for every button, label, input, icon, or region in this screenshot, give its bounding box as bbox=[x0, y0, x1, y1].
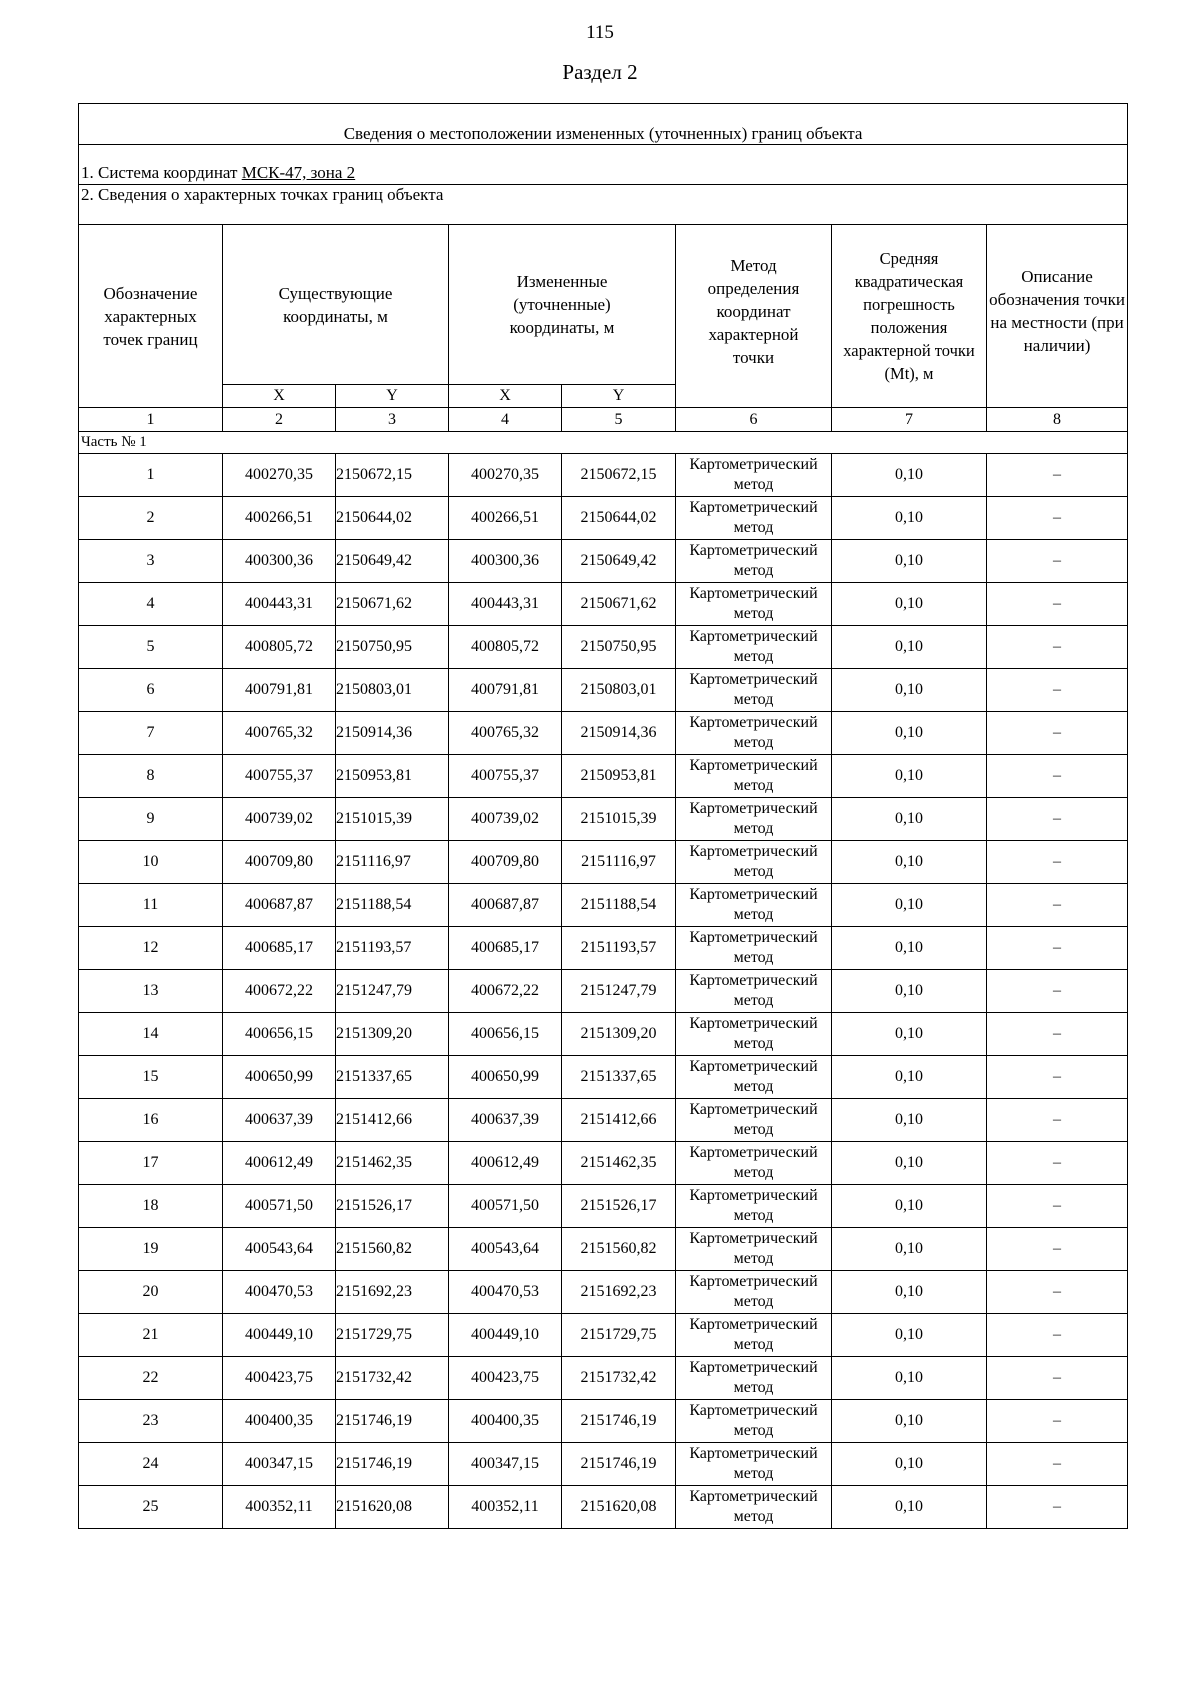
cell-changed-x: 400300,36 bbox=[449, 540, 562, 583]
cell-rms-error: 0,10 bbox=[832, 970, 987, 1013]
cell-existing-x: 400739,02 bbox=[223, 798, 336, 841]
cell-changed-x: 400571,50 bbox=[449, 1185, 562, 1228]
cell-changed-x: 400543,64 bbox=[449, 1228, 562, 1271]
cell-description: – bbox=[987, 1185, 1128, 1228]
cell-point-number: 9 bbox=[79, 798, 223, 841]
cell-existing-y: 2150803,01 bbox=[336, 669, 449, 712]
cell-changed-y: 2150649,42 bbox=[562, 540, 676, 583]
column-number: 8 bbox=[987, 408, 1128, 432]
cell-point-number: 3 bbox=[79, 540, 223, 583]
cell-existing-y: 2151247,79 bbox=[336, 970, 449, 1013]
cell-method: Картометрический метод bbox=[676, 927, 832, 970]
cell-existing-x: 400443,31 bbox=[223, 583, 336, 626]
cell-changed-x: 400805,72 bbox=[449, 626, 562, 669]
table-row bbox=[79, 755, 1128, 798]
column-number: 1 bbox=[79, 408, 223, 432]
cell-changed-x: 400347,15 bbox=[449, 1443, 562, 1486]
cell-changed-x: 400470,53 bbox=[449, 1271, 562, 1314]
cell-rms-error: 0,10 bbox=[832, 454, 987, 497]
cell-changed-x: 400685,17 bbox=[449, 927, 562, 970]
cell-changed-y: 2150750,95 bbox=[562, 626, 676, 669]
cell-rms-error: 0,10 bbox=[832, 755, 987, 798]
cell-rms-error: 0,10 bbox=[832, 1486, 987, 1529]
cell-description: – bbox=[987, 970, 1128, 1013]
column-number: 5 bbox=[562, 408, 676, 432]
cell-point-number: 14 bbox=[79, 1013, 223, 1056]
cell-existing-y: 2151746,19 bbox=[336, 1400, 449, 1443]
cell-description: – bbox=[987, 841, 1128, 884]
column-number: 6 bbox=[676, 408, 832, 432]
cell-existing-y: 2150671,62 bbox=[336, 583, 449, 626]
cell-rms-error: 0,10 bbox=[832, 1314, 987, 1357]
cell-method: Картометрический метод bbox=[676, 583, 832, 626]
cell-method: Картометрический метод bbox=[676, 626, 832, 669]
cell-point-number: 6 bbox=[79, 669, 223, 712]
cell-changed-y: 2150803,01 bbox=[562, 669, 676, 712]
cell-changed-y: 2151247,79 bbox=[562, 970, 676, 1013]
cell-method: Картометрический метод bbox=[676, 1486, 832, 1529]
cell-changed-x: 400739,02 bbox=[449, 798, 562, 841]
table-row bbox=[79, 1013, 1128, 1056]
cell-changed-y: 2150953,81 bbox=[562, 755, 676, 798]
header-point-designation: Обозначение характерных точек границ bbox=[79, 225, 223, 408]
cell-method: Картометрический метод bbox=[676, 1228, 832, 1271]
cell-changed-y: 2151462,35 bbox=[562, 1142, 676, 1185]
cell-changed-y: 2151729,75 bbox=[562, 1314, 676, 1357]
header-description: Описание обозначения точки на местности (при наличии) bbox=[987, 225, 1128, 408]
header-changed-x: X bbox=[449, 385, 562, 408]
cell-existing-x: 400400,35 bbox=[223, 1400, 336, 1443]
cell-rms-error: 0,10 bbox=[832, 1185, 987, 1228]
column-number: 4 bbox=[449, 408, 562, 432]
cell-method: Картометрический метод bbox=[676, 884, 832, 927]
cell-method: Картометрический метод bbox=[676, 1013, 832, 1056]
cell-method: Картометрический метод bbox=[676, 1271, 832, 1314]
cell-description: – bbox=[987, 497, 1128, 540]
cell-changed-x: 400270,35 bbox=[449, 454, 562, 497]
cell-existing-x: 400612,49 bbox=[223, 1142, 336, 1185]
table-row bbox=[79, 1443, 1128, 1486]
cell-method: Картометрический метод bbox=[676, 669, 832, 712]
cell-changed-x: 400687,87 bbox=[449, 884, 562, 927]
cell-description: – bbox=[987, 755, 1128, 798]
cell-method: Картометрический метод bbox=[676, 1099, 832, 1142]
section-title: Раздел 2 bbox=[562, 60, 638, 84]
cell-point-number: 19 bbox=[79, 1228, 223, 1271]
cell-existing-x: 400709,80 bbox=[223, 841, 336, 884]
cell-existing-x: 400791,81 bbox=[223, 669, 336, 712]
cell-existing-x: 400449,10 bbox=[223, 1314, 336, 1357]
cell-method: Картометрический метод bbox=[676, 841, 832, 884]
table-row bbox=[79, 1357, 1128, 1400]
cell-existing-y: 2151116,97 bbox=[336, 841, 449, 884]
cell-existing-x: 400266,51 bbox=[223, 497, 336, 540]
cell-changed-x: 400443,31 bbox=[449, 583, 562, 626]
cell-existing-y: 2150644,02 bbox=[336, 497, 449, 540]
coordinate-system-value: МСК-47, зона 2 bbox=[241, 163, 356, 182]
cell-changed-y: 2151412,66 bbox=[562, 1099, 676, 1142]
cell-existing-y: 2151193,57 bbox=[336, 927, 449, 970]
cell-changed-x: 400400,35 bbox=[449, 1400, 562, 1443]
cell-point-number: 17 bbox=[79, 1142, 223, 1185]
cell-existing-y: 2151337,65 bbox=[336, 1056, 449, 1099]
header-existing-x: X bbox=[223, 385, 336, 408]
cell-existing-y: 2150914,36 bbox=[336, 712, 449, 755]
cell-changed-x: 400755,37 bbox=[449, 755, 562, 798]
cell-point-number: 20 bbox=[79, 1271, 223, 1314]
cell-description: – bbox=[987, 1013, 1128, 1056]
cell-existing-x: 400755,37 bbox=[223, 755, 336, 798]
cell-rms-error: 0,10 bbox=[832, 884, 987, 927]
column-number: 7 bbox=[832, 408, 987, 432]
cell-existing-y: 2150672,15 bbox=[336, 454, 449, 497]
cell-point-number: 24 bbox=[79, 1443, 223, 1486]
cell-description: – bbox=[987, 1099, 1128, 1142]
cell-existing-y: 2150953,81 bbox=[336, 755, 449, 798]
table-row bbox=[79, 884, 1128, 927]
cell-changed-y: 2151692,23 bbox=[562, 1271, 676, 1314]
cell-changed-x: 400791,81 bbox=[449, 669, 562, 712]
table-row bbox=[79, 841, 1128, 884]
cell-rms-error: 0,10 bbox=[832, 1228, 987, 1271]
cell-changed-y: 2150644,02 bbox=[562, 497, 676, 540]
cell-existing-y: 2151526,17 bbox=[336, 1185, 449, 1228]
cell-rms-error: 0,10 bbox=[832, 497, 987, 540]
cell-rms-error: 0,10 bbox=[832, 626, 987, 669]
cell-existing-x: 400470,53 bbox=[223, 1271, 336, 1314]
cell-rms-error: 0,10 bbox=[832, 1056, 987, 1099]
cell-existing-x: 400685,17 bbox=[223, 927, 336, 970]
cell-existing-x: 400352,11 bbox=[223, 1486, 336, 1529]
cell-description: – bbox=[987, 583, 1128, 626]
cell-existing-x: 400650,99 bbox=[223, 1056, 336, 1099]
table-row bbox=[79, 583, 1128, 626]
cell-existing-y: 2151729,75 bbox=[336, 1314, 449, 1357]
cell-description: – bbox=[987, 1271, 1128, 1314]
cell-changed-x: 400352,11 bbox=[449, 1486, 562, 1529]
coordinate-system-label: 1. Система координат bbox=[81, 163, 242, 182]
cell-rms-error: 0,10 bbox=[832, 1443, 987, 1486]
cell-description: – bbox=[987, 1443, 1128, 1486]
cell-changed-y: 2151746,19 bbox=[562, 1400, 676, 1443]
cell-description: – bbox=[987, 1400, 1128, 1443]
cell-point-number: 16 bbox=[79, 1099, 223, 1142]
cell-description: – bbox=[987, 626, 1128, 669]
cell-existing-y: 2151412,66 bbox=[336, 1099, 449, 1142]
cell-rms-error: 0,10 bbox=[832, 712, 987, 755]
header-existing-y: Y bbox=[336, 385, 449, 408]
table-row bbox=[79, 1400, 1128, 1443]
cell-existing-y: 2151015,39 bbox=[336, 798, 449, 841]
table-row bbox=[79, 1228, 1128, 1271]
cell-point-number: 25 bbox=[79, 1486, 223, 1529]
cell-method: Картометрический метод bbox=[676, 798, 832, 841]
header-method: Метод определения координат характерной точки bbox=[676, 225, 832, 408]
cell-point-number: 5 bbox=[79, 626, 223, 669]
cell-existing-y: 2151188,54 bbox=[336, 884, 449, 927]
cell-point-number: 18 bbox=[79, 1185, 223, 1228]
cell-existing-y: 2151692,23 bbox=[336, 1271, 449, 1314]
cell-point-number: 2 bbox=[79, 497, 223, 540]
cell-changed-y: 2151193,57 bbox=[562, 927, 676, 970]
cell-changed-x: 400709,80 bbox=[449, 841, 562, 884]
cell-rms-error: 0,10 bbox=[832, 798, 987, 841]
cell-method: Картометрический метод bbox=[676, 1400, 832, 1443]
cell-existing-x: 400765,32 bbox=[223, 712, 336, 755]
cell-changed-y: 2150672,15 bbox=[562, 454, 676, 497]
table-row bbox=[79, 669, 1128, 712]
cell-changed-y: 2151309,20 bbox=[562, 1013, 676, 1056]
cell-point-number: 13 bbox=[79, 970, 223, 1013]
cell-method: Картометрический метод bbox=[676, 454, 832, 497]
table-row bbox=[79, 1314, 1128, 1357]
cell-method: Картометрический метод bbox=[676, 1185, 832, 1228]
cell-method: Картометрический метод bbox=[676, 540, 832, 583]
cell-rms-error: 0,10 bbox=[832, 669, 987, 712]
table-row bbox=[79, 927, 1128, 970]
cell-existing-y: 2151560,82 bbox=[336, 1228, 449, 1271]
header-existing-coordinates: Существующие координаты, м bbox=[223, 225, 449, 385]
cell-changed-y: 2151015,39 bbox=[562, 798, 676, 841]
cell-method: Картометрический метод bbox=[676, 1314, 832, 1357]
cell-description: – bbox=[987, 1357, 1128, 1400]
cell-changed-y: 2151337,65 bbox=[562, 1056, 676, 1099]
cell-rms-error: 0,10 bbox=[832, 583, 987, 626]
table-row bbox=[79, 1056, 1128, 1099]
cell-existing-x: 400347,15 bbox=[223, 1443, 336, 1486]
table-row bbox=[79, 1099, 1128, 1142]
cell-rms-error: 0,10 bbox=[832, 1357, 987, 1400]
cell-changed-y: 2151732,42 bbox=[562, 1357, 676, 1400]
cell-rms-error: 0,10 bbox=[832, 1013, 987, 1056]
cell-rms-error: 0,10 bbox=[832, 1099, 987, 1142]
cell-point-number: 12 bbox=[79, 927, 223, 970]
cell-existing-y: 2151620,08 bbox=[336, 1486, 449, 1529]
coordinate-system bbox=[79, 145, 1128, 185]
cell-description: – bbox=[987, 1228, 1128, 1271]
cell-existing-x: 400571,50 bbox=[223, 1185, 336, 1228]
cell-point-number: 11 bbox=[79, 884, 223, 927]
cell-description: – bbox=[987, 798, 1128, 841]
cell-existing-x: 400300,36 bbox=[223, 540, 336, 583]
cell-method: Картометрический метод bbox=[676, 1443, 832, 1486]
table-row bbox=[79, 712, 1128, 755]
cell-description: – bbox=[987, 1486, 1128, 1529]
cell-changed-y: 2151526,17 bbox=[562, 1185, 676, 1228]
cell-point-number: 21 bbox=[79, 1314, 223, 1357]
cell-changed-y: 2151620,08 bbox=[562, 1486, 676, 1529]
table-row bbox=[79, 798, 1128, 841]
cell-changed-y: 2151116,97 bbox=[562, 841, 676, 884]
cell-rms-error: 0,10 bbox=[832, 1271, 987, 1314]
cell-changed-y: 2151746,19 bbox=[562, 1443, 676, 1486]
cell-changed-x: 400423,75 bbox=[449, 1357, 562, 1400]
cell-point-number: 7 bbox=[79, 712, 223, 755]
cell-existing-y: 2150649,42 bbox=[336, 540, 449, 583]
cell-point-number: 1 bbox=[79, 454, 223, 497]
cell-description: – bbox=[987, 1142, 1128, 1185]
header-changed-y: Y bbox=[562, 385, 676, 408]
table-row bbox=[79, 497, 1128, 540]
cell-point-number: 10 bbox=[79, 841, 223, 884]
cell-existing-x: 400270,35 bbox=[223, 454, 336, 497]
cell-description: – bbox=[987, 884, 1128, 927]
cell-rms-error: 0,10 bbox=[832, 1400, 987, 1443]
cell-point-number: 15 bbox=[79, 1056, 223, 1099]
cell-point-number: 22 bbox=[79, 1357, 223, 1400]
cell-description: – bbox=[987, 1056, 1128, 1099]
cell-description: – bbox=[987, 712, 1128, 755]
cell-changed-y: 2150914,36 bbox=[562, 712, 676, 755]
cell-changed-x: 400765,32 bbox=[449, 712, 562, 755]
cell-description: – bbox=[987, 927, 1128, 970]
table-title: Сведения о местоположении измененных (уточненных) границ объекта bbox=[79, 104, 1128, 145]
part-label: Часть № 1 bbox=[79, 432, 1128, 454]
cell-method: Картометрический метод bbox=[676, 1142, 832, 1185]
cell-changed-x: 400656,15 bbox=[449, 1013, 562, 1056]
cell-existing-x: 400687,87 bbox=[223, 884, 336, 927]
cell-changed-x: 400672,22 bbox=[449, 970, 562, 1013]
cell-rms-error: 0,10 bbox=[832, 540, 987, 583]
cell-method: Картометрический метод bbox=[676, 1056, 832, 1099]
header-rms-error: Средняя квадратическая погрешность положения характерной точки (Мt), м bbox=[832, 225, 987, 408]
cell-existing-y: 2151732,42 bbox=[336, 1357, 449, 1400]
cell-existing-x: 400805,72 bbox=[223, 626, 336, 669]
cell-existing-x: 400543,64 bbox=[223, 1228, 336, 1271]
cell-changed-x: 400449,10 bbox=[449, 1314, 562, 1357]
cell-description: – bbox=[987, 540, 1128, 583]
cell-changed-y: 2151188,54 bbox=[562, 884, 676, 927]
cell-method: Картометрический метод bbox=[676, 755, 832, 798]
cell-existing-x: 400423,75 bbox=[223, 1357, 336, 1400]
cell-method: Картометрический метод bbox=[676, 497, 832, 540]
column-number: 2 bbox=[223, 408, 336, 432]
cell-existing-y: 2151746,19 bbox=[336, 1443, 449, 1486]
table-row bbox=[79, 1185, 1128, 1228]
column-number: 3 bbox=[336, 408, 449, 432]
header-changed-coordinates: Измененные (уточненные) координаты, м bbox=[449, 225, 676, 385]
cell-existing-y: 2150750,95 bbox=[336, 626, 449, 669]
cell-method: Картометрический метод bbox=[676, 1357, 832, 1400]
table-row bbox=[79, 454, 1128, 497]
cell-existing-x: 400637,39 bbox=[223, 1099, 336, 1142]
cell-changed-x: 400650,99 bbox=[449, 1056, 562, 1099]
boundary-points-table bbox=[78, 103, 1128, 1529]
cell-point-number: 4 bbox=[79, 583, 223, 626]
cell-existing-x: 400672,22 bbox=[223, 970, 336, 1013]
cell-description: – bbox=[987, 454, 1128, 497]
table-row bbox=[79, 626, 1128, 669]
table-row bbox=[79, 970, 1128, 1013]
table-row bbox=[79, 1486, 1128, 1529]
cell-method: Картометрический метод bbox=[676, 970, 832, 1013]
cell-point-number: 23 bbox=[79, 1400, 223, 1443]
cell-rms-error: 0,10 bbox=[832, 927, 987, 970]
cell-changed-x: 400266,51 bbox=[449, 497, 562, 540]
cell-rms-error: 0,10 bbox=[832, 841, 987, 884]
cell-method: Картометрический метод bbox=[676, 712, 832, 755]
cell-point-number: 8 bbox=[79, 755, 223, 798]
cell-existing-y: 2151309,20 bbox=[336, 1013, 449, 1056]
table-row bbox=[79, 1271, 1128, 1314]
cell-changed-x: 400637,39 bbox=[449, 1099, 562, 1142]
table-row bbox=[79, 540, 1128, 583]
cell-description: – bbox=[987, 1314, 1128, 1357]
points-info: 2. Сведения о характерных точках границ объекта bbox=[79, 185, 1128, 225]
cell-rms-error: 0,10 bbox=[832, 1142, 987, 1185]
cell-changed-y: 2151560,82 bbox=[562, 1228, 676, 1271]
table-row bbox=[79, 1142, 1128, 1185]
cell-existing-x: 400656,15 bbox=[223, 1013, 336, 1056]
cell-changed-x: 400612,49 bbox=[449, 1142, 562, 1185]
cell-existing-y: 2151462,35 bbox=[336, 1142, 449, 1185]
cell-description: – bbox=[987, 669, 1128, 712]
cell-changed-y: 2150671,62 bbox=[562, 583, 676, 626]
page-number: 115 bbox=[586, 22, 614, 43]
